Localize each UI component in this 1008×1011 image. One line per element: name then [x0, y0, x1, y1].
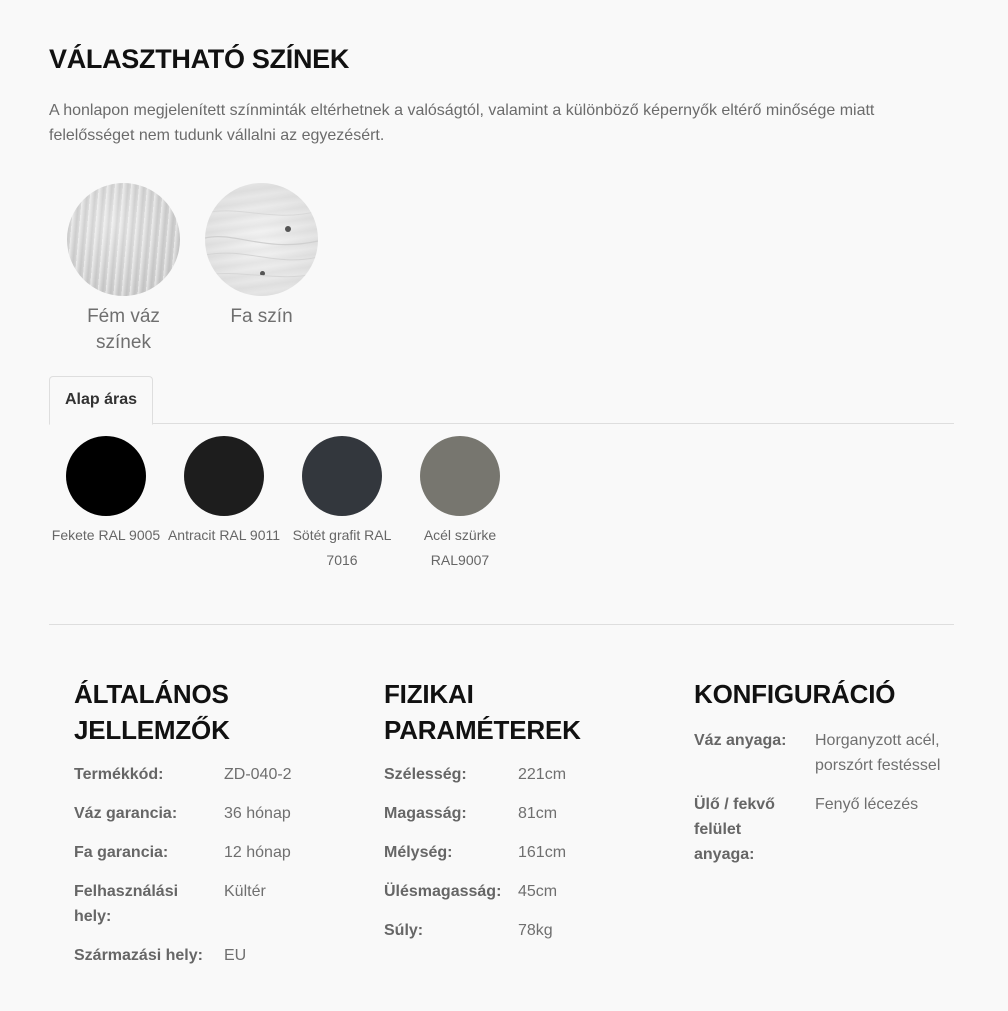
spec-key: Váz garancia: — [74, 805, 178, 822]
spec-row — [694, 792, 956, 867]
wood-texture-swatch[interactable] — [205, 183, 318, 296]
section-title: VÁLASZTHATÓ SZÍNEK — [49, 44, 350, 74]
color-circle[interactable] — [184, 436, 264, 516]
spec-value: 36 hónap — [224, 805, 291, 822]
color-label: Acél szürke RAL9007 — [423, 527, 497, 568]
spec-value: 12 hónap — [224, 844, 291, 861]
spec-key: Súly: — [384, 922, 424, 939]
spec-key: Termékkód: — [74, 766, 164, 783]
spec-row — [74, 762, 364, 787]
spec-value: 161cm — [518, 844, 567, 861]
spec-row — [384, 879, 674, 904]
spec-value: Kültér — [224, 883, 266, 900]
section-divider — [49, 624, 954, 625]
spec-value: 221cm — [518, 766, 567, 783]
spec-row — [74, 840, 364, 865]
wood-grain-lines — [205, 183, 318, 296]
spec-key: Szélesség: — [384, 766, 467, 783]
spec-column-general — [74, 676, 364, 982]
spec-row — [384, 918, 674, 943]
price-tab-bar — [49, 376, 954, 424]
spec-column-config — [694, 676, 956, 881]
spec-key: Mélység: — [384, 844, 453, 861]
color-label: Sötét grafit RAL 7016 — [292, 527, 392, 568]
spec-rows — [384, 762, 674, 943]
spec-title: ÁLTALÁNOS JELLEMZŐK — [74, 679, 230, 745]
spec-row — [74, 879, 364, 929]
spec-key: Felhasználási hely: — [74, 883, 179, 925]
spec-row — [694, 728, 956, 778]
color-swatch[interactable] — [167, 436, 281, 543]
spec-row — [384, 801, 674, 826]
spec-key: Származási hely: — [74, 947, 203, 964]
spec-key: Ülésmagasság: — [384, 883, 502, 900]
spec-key: Váz anyaga: — [694, 732, 787, 749]
material-swatch-list — [67, 183, 343, 356]
color-circle[interactable] — [66, 436, 146, 516]
material-swatch-metal[interactable] — [67, 183, 180, 356]
spec-value: 78kg — [518, 922, 553, 939]
material-swatch-wood[interactable] — [205, 183, 318, 356]
spec-value: Horganyzott acél, porszórt festéssel — [815, 732, 941, 774]
spec-key: Ülő / fekvő felület anyaga: — [694, 796, 775, 863]
spec-column-physical — [384, 676, 674, 957]
spec-row — [384, 840, 674, 865]
spec-value: 81cm — [518, 805, 558, 822]
tab-alap-aras[interactable]: Alap áras — [49, 376, 153, 425]
metal-texture-swatch[interactable] — [67, 183, 180, 296]
spec-row — [74, 801, 364, 826]
section-description: A honlapon megjelenített színminták eltérhetnek a valóságtól, valamint a különböző képernyők eltérő minősége miatt felelősséget nem tudunk vállalni az egyezésért. — [49, 102, 875, 144]
spec-key: Fa garancia: — [74, 844, 169, 861]
color-swatch[interactable] — [292, 436, 392, 568]
color-circle[interactable] — [420, 436, 500, 516]
spec-value: EU — [224, 947, 247, 964]
color-swatch-list — [51, 436, 538, 568]
spec-value: Fenyő lécezés — [815, 796, 919, 813]
color-swatch[interactable] — [51, 436, 161, 543]
material-swatch-label: Fa szín — [230, 306, 293, 327]
spec-title: FIZIKAI PARAMÉTEREK — [384, 679, 581, 745]
color-label: Fekete RAL 9005 — [51, 527, 161, 543]
material-swatch-label: Fém váz színek — [87, 306, 160, 353]
spec-rows — [694, 728, 956, 867]
color-circle[interactable] — [302, 436, 382, 516]
color-swatch[interactable] — [420, 436, 500, 568]
color-label: Antracit RAL 9011 — [167, 527, 281, 543]
spec-key: Magasság: — [384, 805, 467, 822]
spec-row — [384, 762, 674, 787]
spec-row — [74, 943, 364, 968]
spec-rows — [74, 762, 364, 968]
spec-value: 45cm — [518, 883, 558, 900]
spec-title: KONFIGURÁCIÓ — [694, 679, 896, 709]
spec-value: ZD-040-2 — [224, 766, 292, 783]
